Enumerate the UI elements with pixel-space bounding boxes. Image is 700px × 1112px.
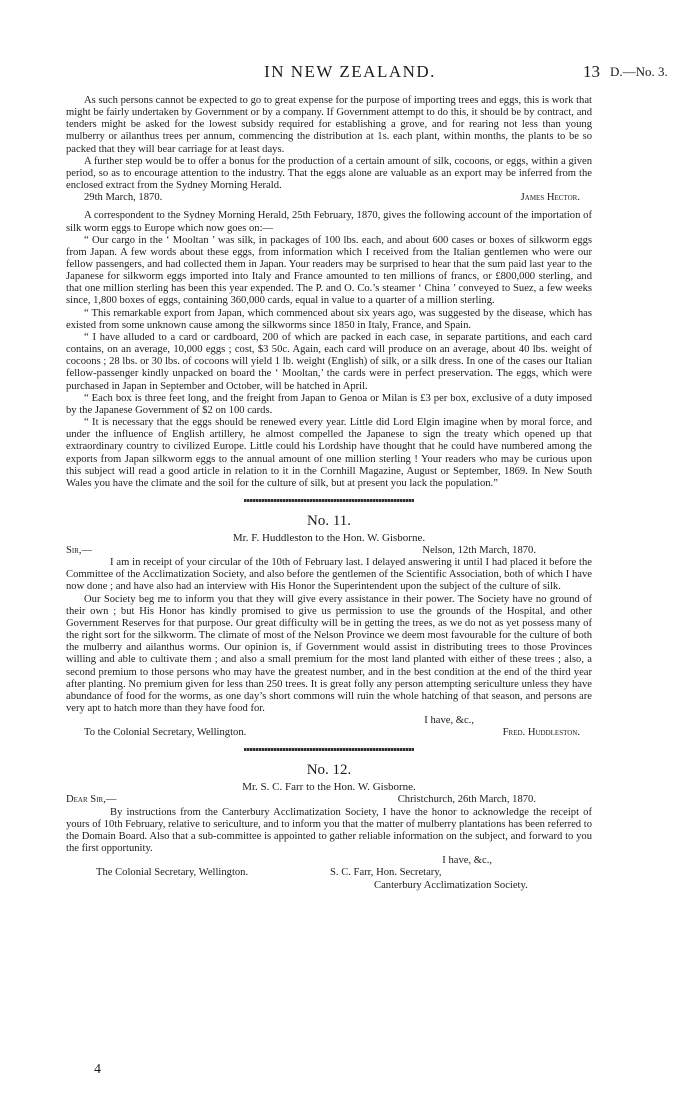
letter-12-footer (66, 867, 592, 879)
extract-paragraph-5: “ Each box is three feet long, and the freight from Japan to Genoa or Milan is £3 per box, exclusive of a duty imposed by the Japanese Government of $2 on 100 cards. (66, 392, 592, 416)
intro-signature: James Hector. (520, 192, 580, 204)
document-reference: D.—No. 3. (610, 64, 668, 79)
extract-paragraph-3: “ This remarkable export from Japan, which commenced about six years ago, was suggested by the disease, which has existed from some unknown cause among the silkworms since 1850 in Italy, France, and Spain. (66, 307, 592, 331)
letter-11-paragraph-2: Our Society beg me to inform you that they will give every assistance in their power. The Society have no ground of their own ; but His Honor has kindly promised to give us permission to use the grounds of the Hospital, and other Government Reserves for that purpose. Our great difficulty will be in getting the trees, as we do not as yet possess many of the right sort for the silkworm. The climate of most of the Nelson Province we deem most favourable for the culture of both the mulberry and ailanthus worms. Our opinion is, if Government would assist in distributing trees to those Provinces willing and able to cultivate them ; and also a small premium for the most land planted with either of these trees ; also, a second premium to those persons who may have the greatest number, and in the best condition at the end of the third year after planting. No premium given for less than 250 trees. It is great folly any person attempting sericulture unless they have abundance of food for the worms, as one day’s short commons will ruin the whole hatching of that season, and persons are very apt to hatch more than they have food for. (66, 593, 592, 714)
letter-12-route: Mr. S. C. Farr to the Hon. W. Gisborne. (242, 781, 416, 794)
letter-11-place-date: Nelson, 12th March, 1870. (422, 544, 536, 556)
extract-paragraph-1: A correspondent to the Sydney Morning Herald, 25th February, 1870, gives the following account of the importation of silk worm eggs to Europe which now goes on:— (66, 210, 592, 234)
letter-12-signature: S. C. Farr, Hon. Secretary, (330, 867, 442, 879)
extract-paragraph-6: “ It is necessary that the eggs should be renewed every year. Little did Lord Elgin imagine when by moral force, and under the influence of English artillery, he almost compelled the Japanese to sign the treaty which opened up that extraordinary country to civilized Europe. Little could his Lordship have thought that he could have numbered among the exports from Japan silkworm eggs to the annual amount of one million sterling ! Your readers who may be curious upon this subject will read a good article in relation to it in the Cornhill Magazine, August or September, 1869. In New South Wales you have the climate and the soil for the culture of silk, but at present you lack the population.” (66, 417, 592, 489)
extract-paragraph-2: “ Our cargo in the ‘ Mooltan ’ was silk, in packages of 100 lbs. each, and about 600 cases or boxes of silkworm eggs from Japan. A few words about these eggs, from information which I received from the Italian gentlemen who were our fellow passengers, and had collected them in Japan. Your readers may be surprised to hear that the sum paid last year to the Japanese for silkworm eggs imported into Italy and France amounted to ten millions of francs, or £800,000 sterling, and that one million sterling has been this year expended. The P. and O. Co.’s steamer ‘ China ’ conveyed to Suez, a few weeks since, 1,800 boxes of eggs, containing 360,000 cards, equal in value to a quarter of a million sterling. (66, 234, 592, 307)
letter-11-footer (66, 727, 592, 739)
letter-11-closing: I have, &c., (424, 715, 474, 727)
letter-11-addressee: To the Colonial Secretary, Wellington. (84, 727, 247, 739)
intro-date: 29th March, 1870. (84, 192, 163, 204)
section-divider (244, 499, 414, 502)
letter-12-signature-org: Canterbury Acclimatization Society. (374, 879, 528, 891)
letter-11-route: Mr. F. Huddleston to the Hon. W. Gisborne. (232, 531, 426, 544)
page-header (0, 62, 700, 86)
intro-date-signature (66, 192, 592, 204)
letter-12-salutation: Dear Sir,— (66, 794, 117, 806)
intro-paragraph-1: As such persons cannot be expected to go to great expense for the purpose of importing trees and eggs, this is work that might be fairly undertaken by Government or by a company. If Government attempt to do this, it should be by contract, and tenders might be asked for the lowest subsidy required for establishing a grove, and for rearing not less than young mulberry or ailanthus trees per annum, commencing the distribution at 1s. each plant, within months, the plants to be so packed that they will bear carriage for at least days. (66, 95, 592, 155)
letter-11-salutation: Sir,— (66, 544, 93, 556)
printer-signature-mark: 4 (94, 1062, 101, 1077)
extract-paragraph-4: “ I have alluded to a card or cardboard, 200 of which are packed in each case, in separate partitions, and each card contains, on an average, 10,000 eggs ; cost, $3 50c. Again, each card will produce on an average, about 40 lbs. weight of cocoons ; 28 lbs. or 30 lbs. of cocoons will yield 1 lb. weight (English) of silk, or a silk dress. In one of the cases our Italian fellow-passenger kindly unpacked on board the ‘ Mooltan,’ the cards were in perfect preservation. The eggs, which were purchased in Japan in September and October, will be hatched in April. (66, 331, 592, 392)
letter-12-closing: I have, &c., (442, 855, 492, 867)
letter-12-paragraph-1: By instructions from the Canterbury Acclimatization Society, I have the honor to acknowledge the receipt of yours of 10th February, relative to sericulture, and to inform you that the matter of mulberry plantations has been referred to the Domain Board. Also that a sub-committee is appointed to gather reliable information on the subject, and forward to you the first opportunity. (66, 806, 592, 855)
page-number: 13 (583, 62, 600, 81)
page-body (66, 95, 592, 892)
letter-11-paragraph-1: I am in receipt of your circular of the 10th of February last. I delayed answering it until I had placed it before the Committee of the Acclimatization Society, and also before the gentlemen of the Scientific Association, both of which I have now done ; and have also had an interview with His Honor the Superintendent upon the subject of the culture of silk. (66, 557, 592, 593)
running-title: IN NEW ZEALAND. (264, 62, 436, 81)
letter-12-number: No. 12. (306, 762, 352, 779)
intro-paragraph-2: A further step would be to offer a bonus for the production of a certain amount of silk, cocoons, or eggs, within a given period, so as to encourage attention to the industry. That the eggs alone are valuable as an export may be inferred from the enclosed extract from the Sydney Morning Herald. (66, 155, 592, 192)
letter-11-heading (66, 545, 592, 557)
letter-12-heading (66, 794, 592, 806)
section-divider (244, 748, 414, 751)
letter-11-signature: Fred. Huddleston. (502, 727, 580, 739)
letter-12-place-date: Christchurch, 26th March, 1870. (397, 794, 536, 806)
letter-12-addressee: The Colonial Secretary, Wellington. (96, 867, 249, 879)
letter-11-number: No. 11. (306, 512, 352, 529)
